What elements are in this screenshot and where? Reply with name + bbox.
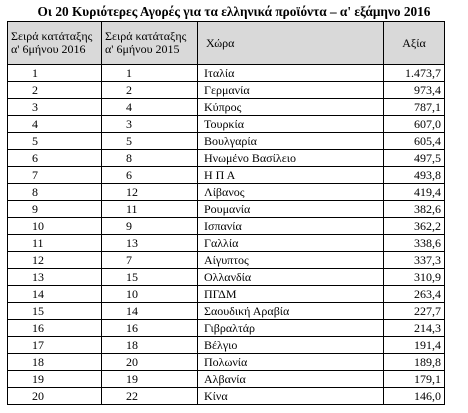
cell-rank-2015: 11: [102, 201, 198, 218]
header-rank-2016: Σειρά κατάταξης α' 6μήνου 2016: [8, 22, 102, 65]
table-row: [8, 150, 445, 167]
cell-rank-2015: 7: [102, 252, 198, 269]
cell-value: 1.473,7: [384, 65, 445, 82]
cell-rank-2015: 15: [102, 269, 198, 286]
cell-country: Ρουμανία: [198, 201, 384, 218]
table-row: [8, 286, 445, 303]
cell-value: 337,3: [384, 252, 445, 269]
cell-rank-2015: 18: [102, 337, 198, 354]
cell-rank-2016: 1: [8, 65, 102, 82]
cell-country: Ισπανία: [198, 218, 384, 235]
cell-rank-2016: 20: [8, 388, 102, 405]
cell-rank-2015: 1: [102, 65, 198, 82]
cell-country: Γερμανία: [198, 82, 384, 99]
cell-value: 419,4: [384, 184, 445, 201]
table-row: [8, 218, 445, 235]
cell-rank-2015: 14: [102, 303, 198, 320]
cell-country: Ολλανδία: [198, 269, 384, 286]
cell-country: Κίνα: [198, 388, 384, 405]
table-row: [8, 303, 445, 320]
cell-value: 338,6: [384, 235, 445, 252]
cell-country: Βέλγιο: [198, 337, 384, 354]
cell-value: 189,8: [384, 354, 445, 371]
cell-country: Λίβανος: [198, 184, 384, 201]
cell-rank-2016: 8: [8, 184, 102, 201]
cell-country: Πολωνία: [198, 354, 384, 371]
table-body: [8, 65, 445, 405]
table-row: [8, 133, 445, 150]
cell-rank-2015: 6: [102, 167, 198, 184]
cell-rank-2016: 13: [8, 269, 102, 286]
cell-rank-2016: 5: [8, 133, 102, 150]
cell-rank-2016: 4: [8, 116, 102, 133]
cell-country: Γιβραλτάρ: [198, 320, 384, 337]
cell-rank-2016: 17: [8, 337, 102, 354]
cell-rank-2016: 6: [8, 150, 102, 167]
cell-rank-2015: 10: [102, 286, 198, 303]
cell-value: 310,9: [384, 269, 445, 286]
cell-country: Αλβανία: [198, 371, 384, 388]
cell-value: 146,0: [384, 388, 445, 405]
cell-country: Ιταλία: [198, 65, 384, 82]
cell-rank-2016: 16: [8, 320, 102, 337]
table-row: [8, 269, 445, 286]
table-row: [8, 354, 445, 371]
table-row: [8, 337, 445, 354]
cell-value: 263,4: [384, 286, 445, 303]
header-value: Αξία: [384, 22, 445, 65]
cell-value: 605,4: [384, 133, 445, 150]
table-row: [8, 320, 445, 337]
cell-value: 382,6: [384, 201, 445, 218]
table-header-row: [8, 22, 445, 65]
cell-rank-2015: 12: [102, 184, 198, 201]
cell-value: 493,8: [384, 167, 445, 184]
cell-rank-2015: 4: [102, 99, 198, 116]
cell-rank-2015: 2: [102, 82, 198, 99]
table-row: [8, 65, 445, 82]
cell-value: 214,3: [384, 320, 445, 337]
cell-rank-2016: 9: [8, 201, 102, 218]
cell-value: 362,2: [384, 218, 445, 235]
table-row: [8, 99, 445, 116]
cell-value: 607,0: [384, 116, 445, 133]
cell-country: ΠΓΔΜ: [198, 286, 384, 303]
header-country: Χώρα: [198, 22, 384, 65]
table-row: [8, 201, 445, 218]
cell-country: Βουλγαρία: [198, 133, 384, 150]
cell-rank-2016: 2: [8, 82, 102, 99]
table-title: Οι 20 Κυριότερες Αγορές για τα ελληνικά προϊόντα – α' εξάμηνο 2016: [37, 4, 431, 19]
cell-country: Τουρκία: [198, 116, 384, 133]
cell-value: 787,1: [384, 99, 445, 116]
cell-rank-2016: 19: [8, 371, 102, 388]
table-row: [8, 184, 445, 201]
table-row: [8, 82, 445, 99]
cell-rank-2015: 5: [102, 133, 198, 150]
cell-value: 497,5: [384, 150, 445, 167]
cell-rank-2016: 14: [8, 286, 102, 303]
table-row: [8, 252, 445, 269]
cell-rank-2015: 16: [102, 320, 198, 337]
header-rank-2015: Σειρά κατάταξης α' 6μήνου 2015: [102, 22, 198, 65]
cell-rank-2015: 3: [102, 116, 198, 133]
cell-value: 179,1: [384, 371, 445, 388]
cell-rank-2016: 11: [8, 235, 102, 252]
cell-rank-2015: 22: [102, 388, 198, 405]
cell-value: 191,4: [384, 337, 445, 354]
cell-value: 973,4: [384, 82, 445, 99]
cell-rank-2016: 15: [8, 303, 102, 320]
cell-value: 227,7: [384, 303, 445, 320]
cell-rank-2015: 8: [102, 150, 198, 167]
cell-rank-2016: 7: [8, 167, 102, 184]
table-row: [8, 235, 445, 252]
top-markets-table: [7, 21, 445, 405]
cell-rank-2015: 19: [102, 371, 198, 388]
table-row: [8, 116, 445, 133]
cell-country: Γαλλία: [198, 235, 384, 252]
cell-rank-2015: 20: [102, 354, 198, 371]
cell-country: Ηνωμένο Βασίλειο: [198, 150, 384, 167]
table-row: [8, 167, 445, 184]
cell-rank-2016: 18: [8, 354, 102, 371]
table-row: [8, 388, 445, 405]
cell-country: Η Π Α: [198, 167, 384, 184]
cell-rank-2016: 12: [8, 252, 102, 269]
table-row: [8, 371, 445, 388]
cell-country: Αίγυπτος: [198, 252, 384, 269]
cell-rank-2015: 9: [102, 218, 198, 235]
cell-country: Κύπρος: [198, 99, 384, 116]
cell-rank-2016: 10: [8, 218, 102, 235]
cell-rank-2015: 13: [102, 235, 198, 252]
cell-country: Σαουδική Αραβία: [198, 303, 384, 320]
cell-rank-2016: 3: [8, 99, 102, 116]
